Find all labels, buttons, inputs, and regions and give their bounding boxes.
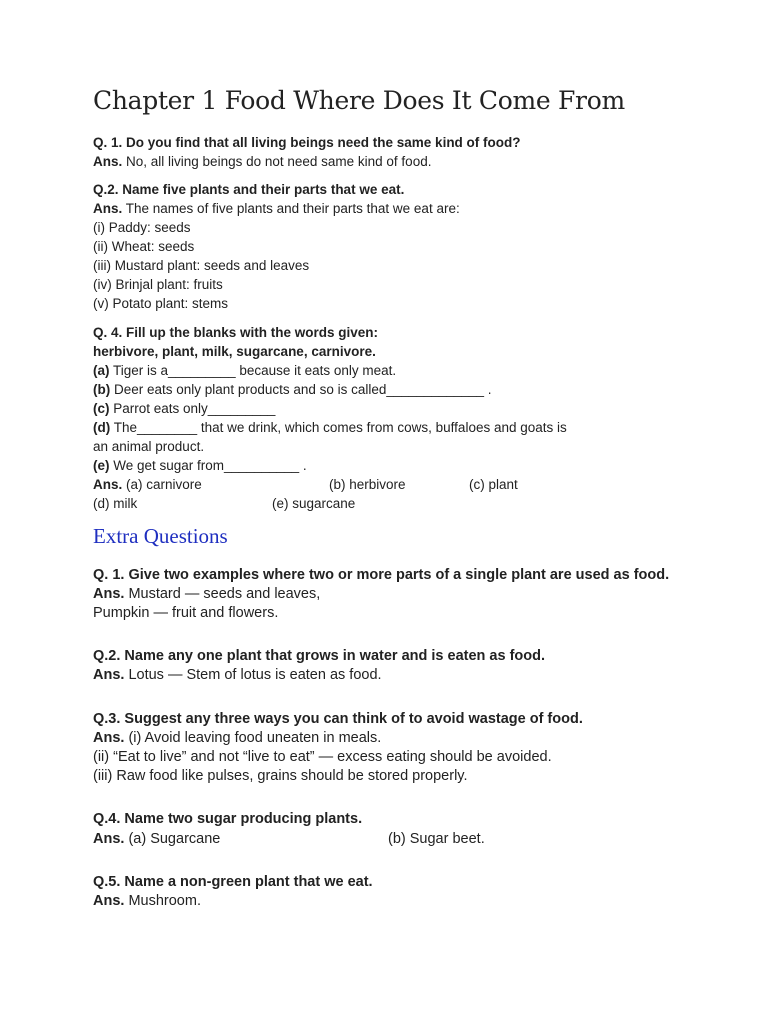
answer-text: Mushroom.: [124, 893, 201, 909]
answer-2: [93, 199, 460, 218]
ans-a: (a) Sugarcane: [124, 831, 221, 847]
extra-ans-b: (b) Sugar beet.: [388, 831, 485, 847]
answer-1: [93, 152, 431, 171]
list-item: (iv) Brinjal plant: fruits: [93, 277, 223, 292]
ans-label: Ans.: [93, 201, 123, 216]
extra-questions-heading: Extra Questions: [93, 524, 228, 548]
text-d: The________ that we drink, which comes from cows, buffaloes and goats is: [110, 420, 567, 435]
list-item: (i) Paddy: seeds: [93, 220, 191, 235]
blank-d-cont: an animal product.: [93, 439, 205, 454]
word-bank: herbivore, plant, milk, sugarcane, carnivore.: [93, 344, 376, 359]
extra-question-4: Q.4. Name two sugar producing plants.: [93, 811, 363, 827]
answer-text: Mustard — seeds and leaves,: [124, 586, 321, 602]
question-1: Q. 1. Do you find that all living beings need the same kind of food?: [93, 135, 521, 150]
label-d: (d): [93, 420, 111, 435]
extra-answer-1-cont: Pumpkin — fruit and flowers.: [93, 605, 279, 621]
answer-text: No, all living beings do not need same kind of food.: [122, 154, 432, 169]
blank-e: [93, 456, 307, 475]
ans-label: Ans.: [93, 667, 125, 683]
ans-label: Ans.: [93, 586, 125, 602]
extra-question-2: Q.2. Name any one plant that grows in water and is eaten as food.: [93, 648, 546, 664]
extra-answer-5: [93, 892, 201, 911]
extra-answer-3-ii: (ii) “Eat to live” and not “live to eat” — excess eating should be avoided.: [93, 749, 552, 765]
label-a: (a): [93, 363, 110, 378]
text-e: We get sugar from__________ .: [109, 458, 307, 473]
extra-answer-1: [93, 585, 320, 604]
ans-label: Ans.: [93, 477, 123, 492]
extra-answer-4: [93, 830, 220, 849]
list-item: (ii) Wheat: seeds: [93, 239, 195, 254]
question-4: Q. 4. Fill up the blanks with the words given:: [93, 325, 379, 340]
ans-label: Ans.: [93, 730, 125, 746]
text-b: Deer eats only plant products and so is called_____________ .: [110, 382, 492, 397]
label-e: (e): [93, 458, 110, 473]
blank-a: [93, 361, 396, 380]
extra-answer-2: [93, 666, 382, 685]
extra-question-1: Q. 1. Give two examples where two or more parts of a single plant are used as food.: [93, 567, 670, 583]
blank-c: [93, 399, 275, 418]
answer-text: Lotus — Stem of lotus is eaten as food.: [124, 667, 382, 683]
answer-text: The names of five plants and their parts that we eat are:: [122, 201, 460, 216]
list-item: (v) Potato plant: stems: [93, 296, 229, 311]
ans-d: (d) milk: [93, 496, 138, 511]
answer-text: (i) Avoid leaving food uneaten in meals.: [124, 730, 382, 746]
ans-label: Ans.: [93, 154, 123, 169]
label-b: (b): [93, 382, 111, 397]
blank-b: [93, 380, 492, 399]
extra-question-5: Q.5. Name a non-green plant that we eat.: [93, 874, 373, 890]
answer-4-row1: [93, 475, 202, 494]
question-2: Q.2. Name five plants and their parts that we eat.: [93, 182, 405, 197]
ans-b: (b) herbivore: [329, 477, 406, 492]
ans-label: Ans.: [93, 893, 125, 909]
ans-e: (e) sugarcane: [272, 496, 356, 511]
blank-d: [93, 418, 567, 437]
extra-answer-3: [93, 729, 381, 748]
text-a: Tiger is a_________ because it eats only meat.: [109, 363, 397, 378]
text-c: Parrot eats only_________: [109, 401, 276, 416]
extra-question-3: Q.3. Suggest any three ways you can think of to avoid wastage of food.: [93, 711, 583, 727]
label-c: (c): [93, 401, 110, 416]
ans-c: (c) plant: [469, 477, 518, 492]
page-title: Chapter 1 Food Where Does It Come From: [93, 86, 625, 115]
ans-a: (a) carnivore: [122, 477, 202, 492]
extra-answer-3-iii: (iii) Raw food like pulses, grains should be stored properly.: [93, 768, 468, 784]
list-item: (iii) Mustard plant: seeds and leaves: [93, 258, 310, 273]
ans-label: Ans.: [93, 831, 125, 847]
